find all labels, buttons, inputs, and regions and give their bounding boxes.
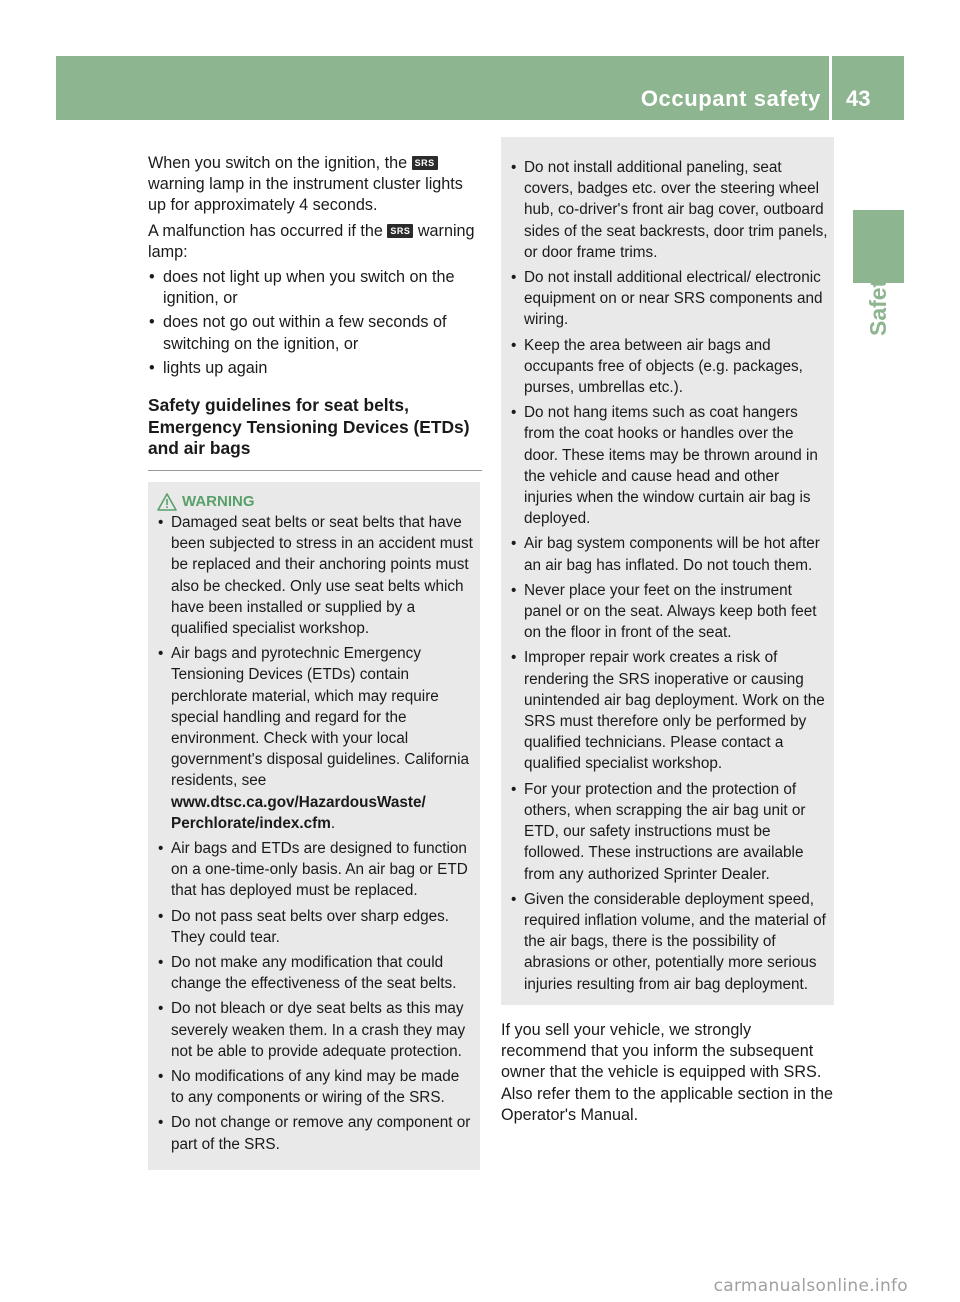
intro-paragraph-1: When you switch on the ignition, the SRS warning lamp in the instrument cluster lights up for approximately 4 seconds. <box>148 154 463 215</box>
warning-item: • Keep the area between air bags and occupants free of objects (e.g. packages, purses, umbrellas etc.). <box>510 335 828 399</box>
closing-paragraph: If you sell your vehicle, we strongly recommend that you inform the subsequent owner that the vehicle is equipped with SRS. Also refer them to the applicable section in the Operator's Manual. <box>501 1021 834 1124</box>
warning-item: • Do not pass seat belts over sharp edges. They could tear. <box>157 906 474 948</box>
srs-warning-lamp-icon: SRS <box>387 224 413 238</box>
srs-warning-lamp-icon: SRS <box>412 156 438 170</box>
warning-item: • Do not install additional paneling, seat covers, badges etc. over the steering wheel hub, co-driver's front air bag cover, outboard sides of the seat backrests, door trim panels, or door frame trims. <box>510 157 828 263</box>
warning-item: • For your protection and the protection of others, when scrapping the air bag unit or ETD, our safety instructions must be followed. These instructions are available from any authorized Sprinter Dealer. <box>510 779 828 885</box>
warning-box <box>148 482 480 1170</box>
watermark: carmanualsonline.info <box>713 1276 908 1296</box>
warning-item: • Never place your feet on the instrument panel or on the seat. Always keep both feet on the floor in front of the seat. <box>510 580 828 644</box>
warning-item: • Improper repair work creates a risk of rendering the SRS inoperative or causing unintended air bag deployment. Work on the SRS must therefore only be performed by qualified technicians. Please contact a qualified specialist workshop. <box>510 647 828 774</box>
warning-title: WARNING <box>157 492 474 512</box>
warning-item: • Do not hang items such as coat hangers from the coat hooks or handles over the door. These items may be thrown around in the vehicle and cause head and other injuries when the window curtain air bag is deployed. <box>510 402 828 529</box>
section-heading: Safety guidelines for seat belts, Emergency Tensioning Devices (ETDs) and air bags <box>148 395 470 459</box>
header-divider <box>829 56 832 120</box>
left-column <box>148 153 482 471</box>
warning-item: • Do not change or remove any component or part of the SRS. <box>157 1112 474 1154</box>
list-item: • does not light up when you switch on the ignition, or <box>148 267 482 309</box>
chapter-title: Occupant safety <box>640 86 821 111</box>
warning-item: • Do not make any modification that could change the effectiveness of the seat belts. <box>157 952 474 994</box>
warning-item: • No modifications of any kind may be made to any components or wiring of the SRS. <box>157 1066 474 1108</box>
disposal-guidelines-link[interactable]: www.dtsc.ca.gov/HazardousWaste/ Perchlorate/index.cfm <box>171 793 426 832</box>
warning-item: • Air bags and ETDs are designed to function on a one-time-only basis. An air bag or ETD that has deployed must be replaced. <box>157 838 474 902</box>
section-tab-label: Safety <box>865 266 892 336</box>
warning-item: • Damaged seat belts or seat belts that have been subjected to stress in an accident must be replaced and their anchoring points must also be checked. Only use seat belts which have been installed or supplied by a qualified specialist workshop. <box>157 512 474 639</box>
warning-box-continued <box>501 137 834 1005</box>
heading-divider <box>148 470 482 471</box>
warning-item: • Air bag system components will be hot after an air bag has inflated. Do not touch them. <box>510 533 828 575</box>
warning-item: • Air bags and pyrotechnic Emergency Tensioning Devices (ETDs) contain perchlorate material, which may require special handling and regard for the environment. Check with your local government's disposal guidelines. California residents, see www.dtsc.ca.gov/HazardousWaste/ Perchlorate/index.cfm. <box>157 643 474 834</box>
page-number: 43 <box>846 86 871 111</box>
section-tab <box>853 256 904 346</box>
warning-item: • Do not install additional electrical/ electronic equipment on or near SRS components and wiring. <box>510 267 828 331</box>
list-item: • lights up again <box>148 358 482 379</box>
warning-triangle-icon <box>157 493 177 511</box>
warning-item: • Given the considerable deployment speed, required inflation volume, and the material of the air bags, there is the possibility of abrasions or other, potentially more serious injuries resulting from air bag deployment. <box>510 889 828 995</box>
list-item: • does not go out within a few seconds of switching on the ignition, or <box>148 312 482 354</box>
intro-paragraph-2: A malfunction has occurred if the SRS warning lamp: <box>148 221 475 261</box>
warning-item: • Do not bleach or dye seat belts as this may severely weaken them. In a crash they may not be able to provide adequate protection. <box>157 998 474 1062</box>
